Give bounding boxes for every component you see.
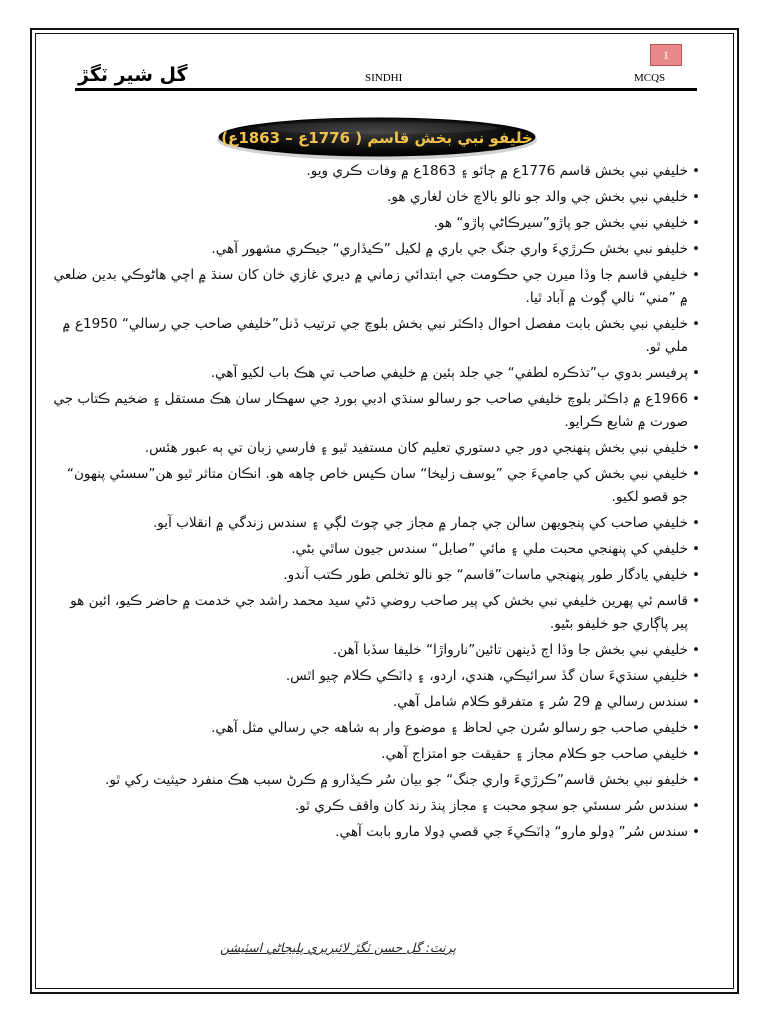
- list-item: • خليفي نبي بخش کي جاميءَ جي ”يوسف زليخا“ سان ڪيس خاص چاهه هو. انڪان متاثر ٿيو هن”سسئي پنهون“ جو قصو لکيو.: [52, 463, 700, 509]
- title-banner: [214, 114, 540, 162]
- list-item: • خليفي نبي بخش جو پاڙو”سيرڪاڻي پاڙو“ هو.: [52, 212, 700, 235]
- list-item: • خليفي سنڌيءَ سان گڏ سرائيڪي، هندي، اردو، ۽ ڍاٽڪي ڪلام چيو اٿس.: [52, 665, 700, 688]
- list-item: • سندس رسالي ۾ 29 سُر ۽ متفرقو ڪلام شامل آهي.: [52, 691, 700, 714]
- page-number-badge: 1: [650, 44, 682, 66]
- list-item: • خليفي نبي بخش بابت مفصل احوال ڊاڪٽر نبي بخش بلوچ جي ترتيب ڏنل”خليفي صاحب جي رسالي“ 1950ع ۾ ملي ٿو.: [52, 313, 700, 359]
- list-item: • خليفي نبي بخش قاسم 1776ع ۾ ڄائو ۽ 1863ع ۾ وفات ڪري ويو.: [52, 160, 700, 183]
- list-item: • خليفي يادگار طور پنهنجي ماسات”قاسم“ جو نالو تخلص طور ڪتب آندو.: [52, 564, 700, 587]
- list-item: • 1966ع ۾ ڊاڪٽر بلوچ خليفي صاحب جو رسالو سنڌي ادبي بورڊ جي سهڪار سان هڪ مستقل ۽ ضخيم ڪتاب جي صورت ۾ شايع ڪرايو.: [52, 388, 700, 434]
- list-item: • خليفي قاسم جا وڏا ميرن جي حڪومت جي ابتدائي زماني ۾ ديري غازي خان کان سنڌ ۾ اچي هاڻوڪي بدين ضلعي ۾ ”مني“ نالي ڳوٺ ۾ آباد ٿيا.: [52, 264, 700, 310]
- header-type: MCQS: [634, 72, 666, 84]
- list-item: • خليفي نبي بخش جا وڏا اڄ ڏينهن تائين”نارواڙا“ خليفا سڏبا آهن.: [52, 639, 700, 662]
- list-item: • خليفي کي پنهنجي محبت ملي ۽ مائي ”صابل“ سندس جيون ساٿي بڻي.: [52, 538, 700, 561]
- header-subject: SINDHI: [365, 72, 403, 84]
- list-item: • پرفيسر بدوي ٻ”تذڪره لطفي“ جي جلد ٻئين ۾ خليفي صاحب تي هڪ باب لکيو آهي.: [52, 362, 700, 385]
- section-title: خليفو نبي بخش قاسم ( 1776ع – 1863ع): [221, 129, 533, 147]
- list-item: • خليفي صاحب کي پنجويهن سالن جي ڄمار ۾ مجاز جي چوٽ لڳي ۽ سندس زندگي ۾ انقلاب آيو.: [52, 512, 700, 535]
- footer-credit: پرنٽ: گل حسن ٽگڙ لائبريري پليجاڻي اسٽيشن: [220, 940, 457, 955]
- header-rule: [75, 88, 697, 91]
- list-item: • خليفو نبي بخش قاسم”ڪرڙيءَ واري جنگ“ جو بيان سُر ڪيڏارو ۾ ڪرڻ سبب هڪ منفرد حيثيت رکي ٿو.: [52, 769, 700, 792]
- list-item: • خليفي نبي بخش پنهنجي دور جي دستوري تعليم کان مستفيد ٿيو ۽ فارسي زبان تي ٻه عبور هئس.: [52, 437, 700, 460]
- list-item: • سندس سُر” ڍولو مارو“ ڍاٽڪيءَ جي قصي ڍولا مارو بابت آهي.: [52, 821, 700, 844]
- list-item: • سندس سُر سسئي جو سچو محبت ۽ مجاز پنڌ رند کان واقف ڪري ٿو.: [52, 795, 700, 818]
- list-item: • خليفي صاحب جو رسالو سُرن جي لحاظ ۽ موضوع وار ٻه شاهه جي رسالي مثل آهي.: [52, 717, 700, 740]
- header-author: گل شير ٽگڙ: [78, 64, 188, 86]
- content-list: [52, 160, 700, 847]
- list-item: • خليفو نبي بخش ڪرڙيءَ واري جنگ جي باري ۾ لکيل ”ڪيڏاري“ جيڪري مشهور آهي.: [52, 238, 700, 261]
- list-item: • قاسم ئي پهرين خليفي نبي بخش کي پير صاحب روضي ڌڻي سيد محمد راشد جي خدمت ۾ حاضر ڪيو، ائين هو پير پاڳاري جو خليفو بڻيو.: [52, 590, 700, 636]
- list-item: • خليفي صاحب جو ڪلام مجاز ۽ حقيقت جو امتزاج آهي.: [52, 743, 700, 766]
- list-item: • خليفي نبي بخش جي والد جو نالو بالاچ خان لغاري هو.: [52, 186, 700, 209]
